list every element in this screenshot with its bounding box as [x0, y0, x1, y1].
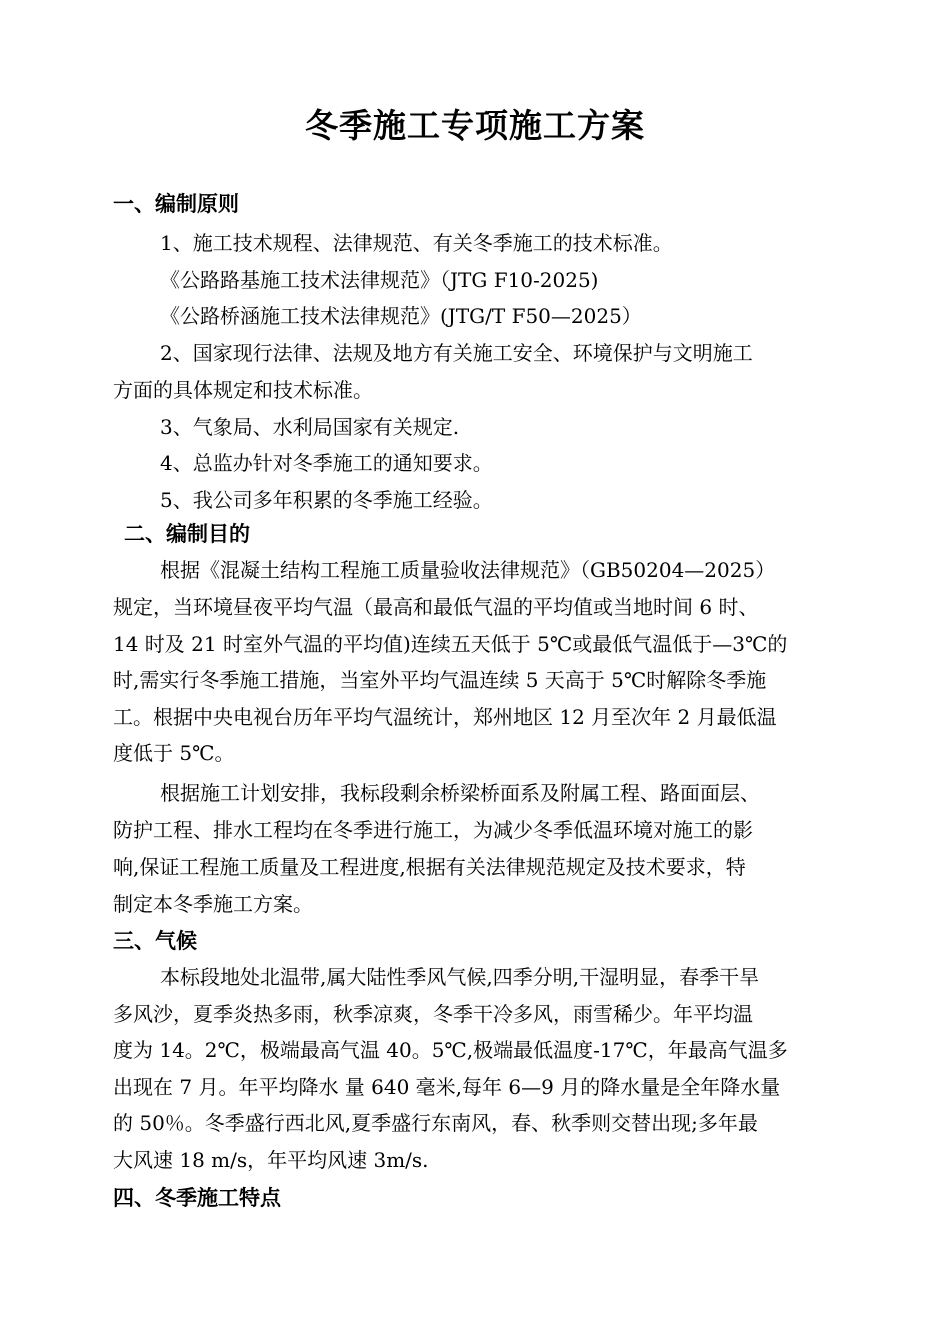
paragraph-line: 的 50％。冬季盛行西北风,夏季盛行东南风，春、秋季则交替出现;多年最	[113, 1111, 758, 1135]
section-heading-2: 二、编制目的	[124, 522, 250, 546]
paragraph-line: 出现在 7 月。年平均降水 量 640 毫米,每年 6—9 月的降水量是全年降水量	[113, 1075, 781, 1099]
paragraph-line: 度为 14。2℃，极端最高气温 40。5℃,极端最低温度-17℃，年最高气温多	[113, 1038, 788, 1062]
paragraph-line: 时,需实行冬季施工措施，当室外平均气温连续 5 天高于 5℃时解除冬季施	[113, 668, 767, 692]
paragraph-line: 2、国家现行法律、法规及地方有关施工安全、环境保护与文明施工	[160, 341, 753, 365]
paragraph-line: 本标段地处北温带,属大陆性季风气候,四季分明,干湿明显，春季干旱	[160, 965, 760, 989]
section-heading-3: 三、气候	[113, 929, 197, 953]
section-heading-1: 一、编制原则	[113, 192, 239, 216]
paragraph-line: 大风速 18 m/s，年平均风速 3m/s.	[113, 1148, 429, 1172]
paragraph-line: 多风沙，夏季炎热多雨，秋季凉爽，冬季干冷多风，雨雪稀少。年平均温	[113, 1002, 753, 1026]
paragraph-line: 4、总监办针对冬季施工的通知要求。	[160, 451, 493, 475]
paragraph-line: 1、施工技术规程、法律规范、有关冬季施工的技术标准。	[160, 231, 673, 255]
paragraph-line: 防护工程、排水工程均在冬季进行施工，为减少冬季低温环境对施工的影	[113, 818, 753, 842]
paragraph-line: 响,保证工程施工质量及工程进度,根据有关法律规范规定及技术要求，特	[113, 855, 746, 879]
paragraph-line: 度低于 5℃。	[113, 741, 235, 765]
document-title: 冬季施工专项施工方案	[305, 106, 645, 145]
paragraph-line: 14 时及 21 时室外气温的平均值)连续五天低于 5℃或最低气温低于—3℃的	[113, 632, 788, 656]
paragraph-line: 根据施工计划安排，我标段剩余桥梁桥面系及附属工程、路面面层、	[160, 781, 760, 805]
section-heading-4: 四、冬季施工特点	[113, 1186, 281, 1210]
paragraph-line: 规定，当环境昼夜平均气温（最高和最低气温的平均值或当地时间 6 时、	[113, 595, 759, 619]
paragraph-line: 工。根据中央电视台历年平均气温统计，郑州地区 12 月至次年 2 月最低温	[113, 705, 777, 729]
paragraph-line: 根据《混凝土结构工程施工质量验收法律规范》（GB50204—2025）	[160, 558, 776, 582]
paragraph-line: 3、气象局、水利局国家有关规定.	[160, 415, 460, 439]
paragraph-line: 《公路路基施工技术法律规范》（JTG F10-2025)	[160, 268, 599, 292]
paragraph-line: 制定本冬季施工方案。	[113, 892, 313, 916]
paragraph-line: 方面的具体规定和技术标准。	[113, 378, 373, 402]
paragraph-line: 5、我公司多年积累的冬季施工经验。	[160, 488, 493, 512]
paragraph-line: 《公路桥涵施工技术法律规范》(JTG/T F50—2025）	[160, 304, 642, 328]
